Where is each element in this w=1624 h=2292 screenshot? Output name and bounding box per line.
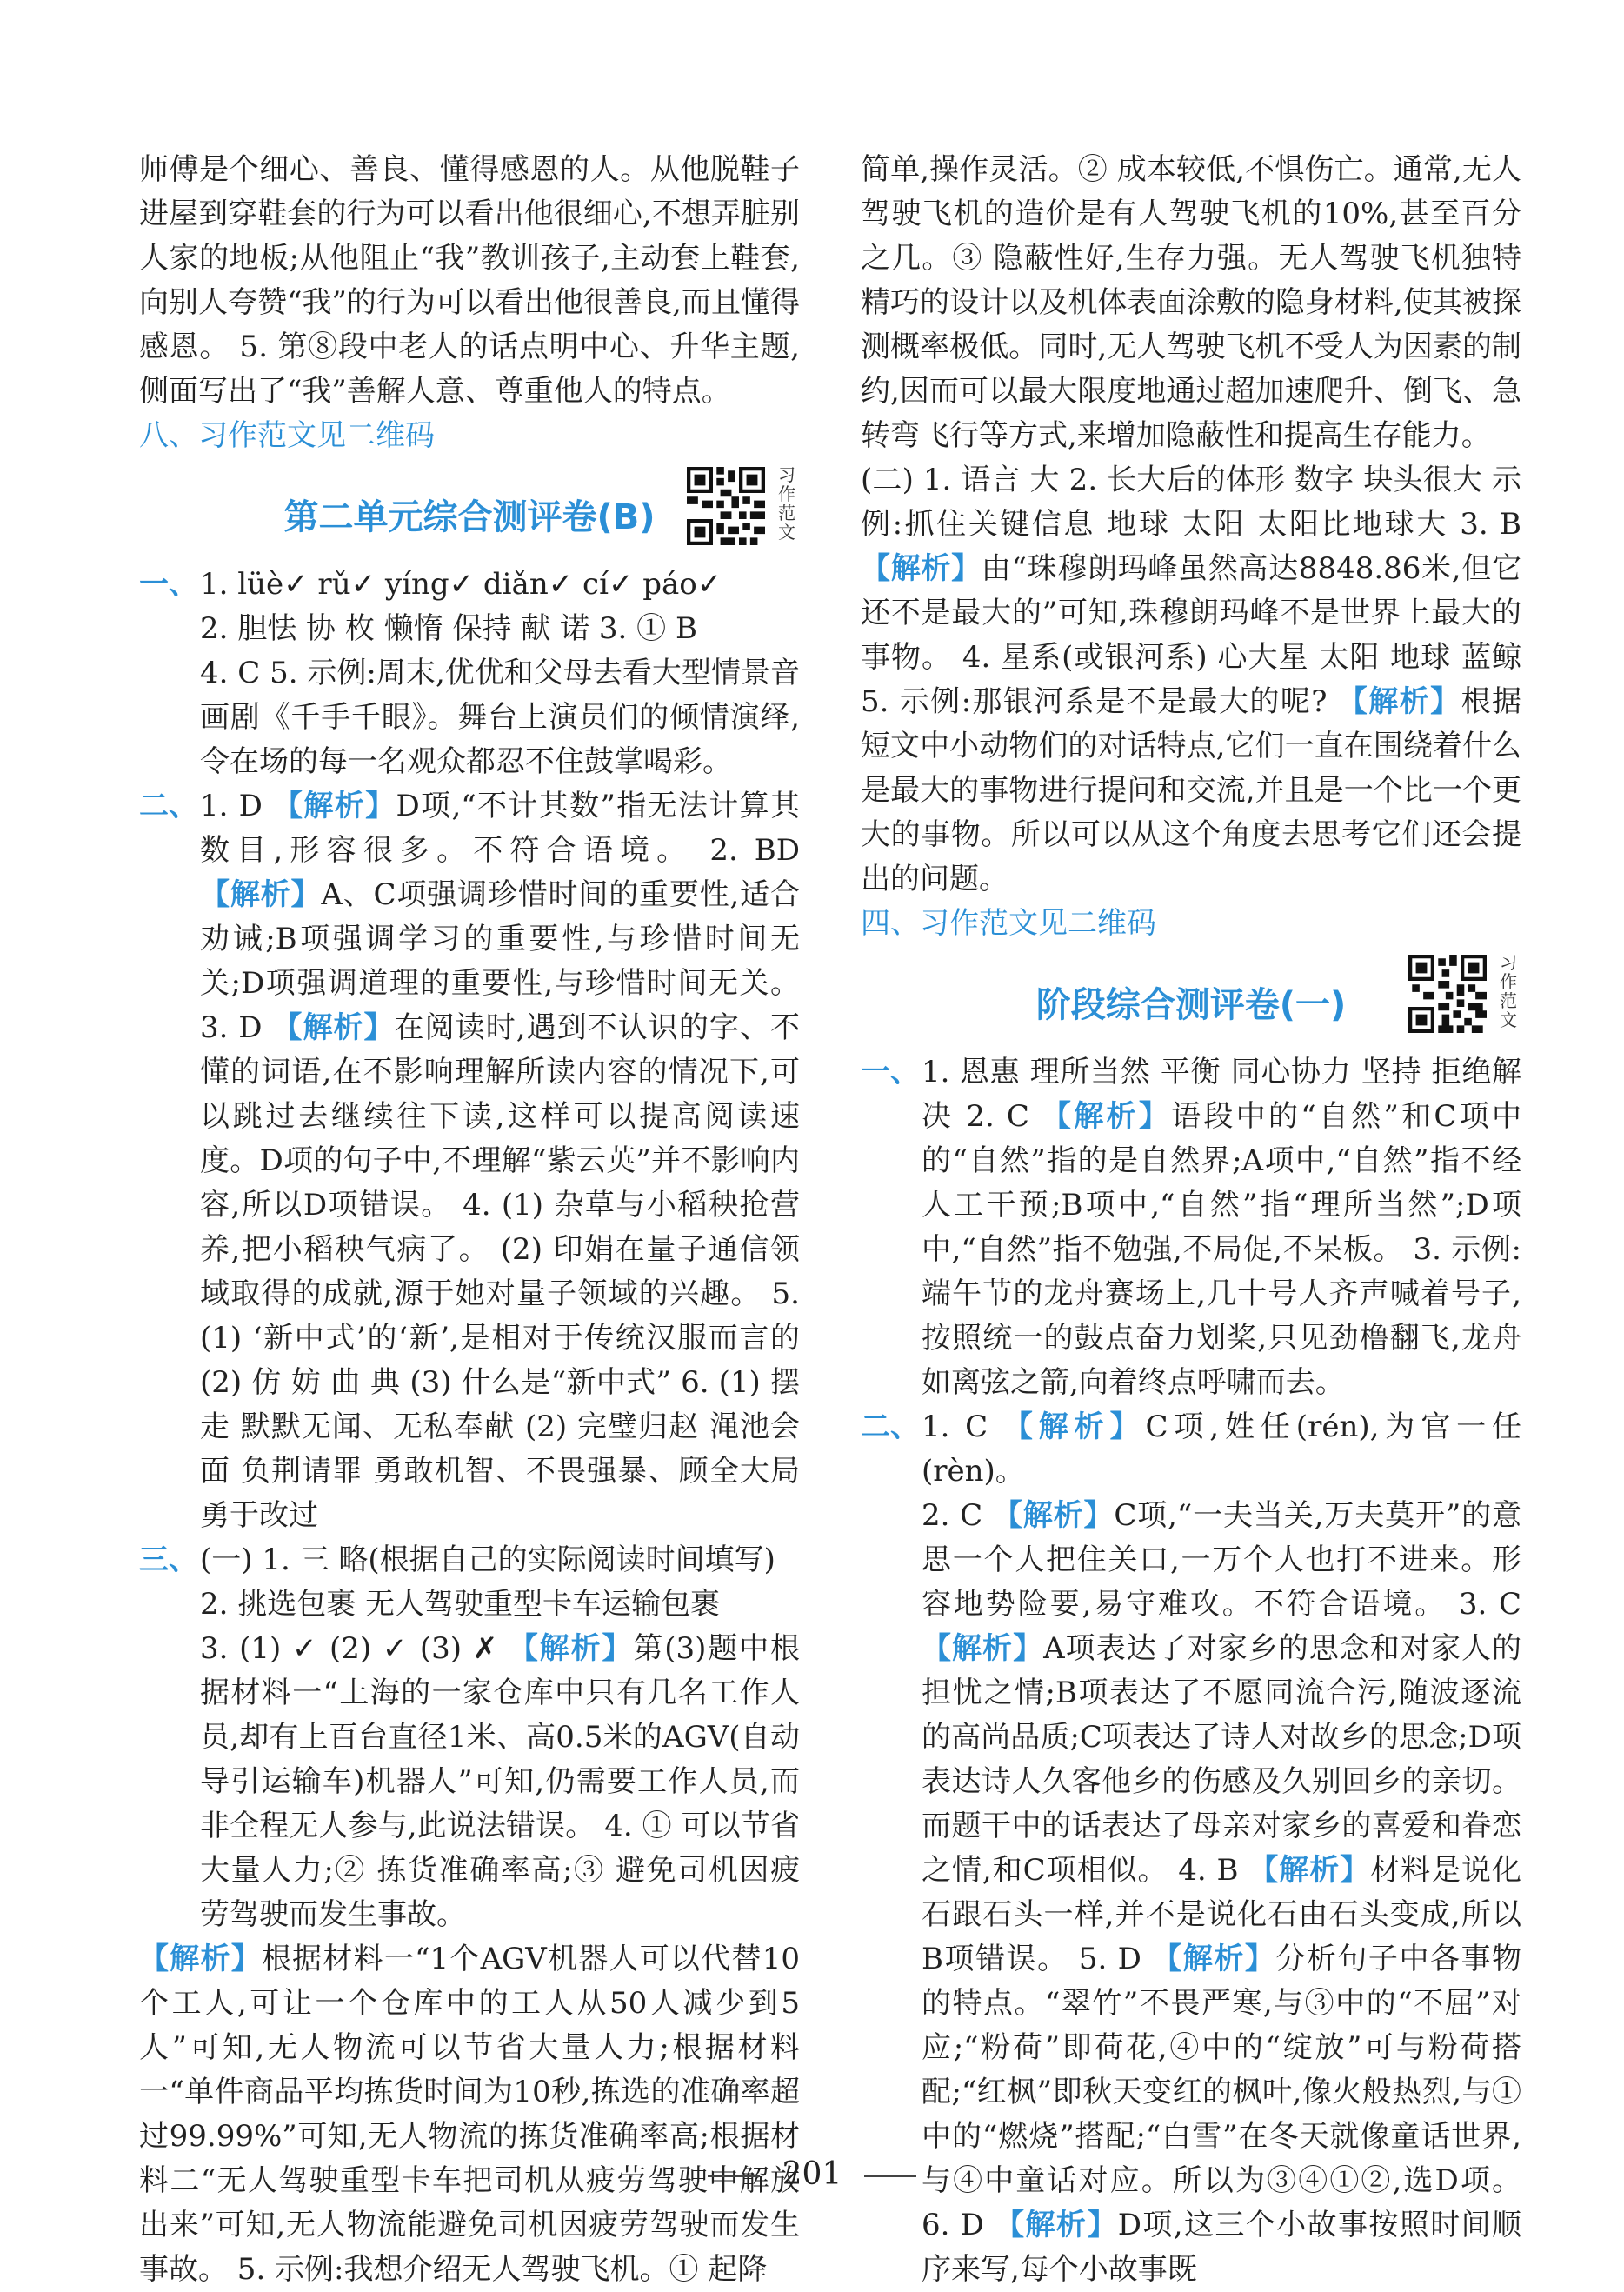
answer-section-1 <box>139 563 800 607</box>
test-title-block <box>139 463 800 559</box>
analysis-tag: 【解析】 <box>1248 1853 1371 1888</box>
answer-text: C项,姓任(rén),为官一任(rèn)。 <box>922 1409 1522 1489</box>
test-title: 第二单元综合测评卷(B) <box>283 497 656 537</box>
section-number: 二、 <box>861 1409 920 1444</box>
paragraph: 简单,操作灵活。② 成本较低,不惧伤亡。通常,无人驾驶飞机的造价是有人驾驶飞机的10%,甚至百分之几。③ 隐蔽性好,生存力强。无人驾驶飞机独特精巧的设计以及机体表面涂敷的隐身材料,使其被探测概率极低。同时,无人驾驶飞机不受人为因素的制约,因而可以最大限度地通过超加速爬升、倒飞、急转弯飞行等方式,来增加隐蔽性和提高生存能力。 <box>861 152 1521 453</box>
page-number-text: 201 <box>782 2156 842 2192</box>
test-title: 阶段综合测评卷(一) <box>1035 985 1347 1025</box>
answer-text: 根据材料一“1个AGV机器人可以代替10个工人,可让一个仓库中的工人从50人减少到5人”可知,无人物流可以节省大量人力;根据材料一“单件商品平均拣货时间为10秒,拣选的准确率超过99.99%”可知,无人物流的拣货准确率高;根据材料二“无人驾驶重型卡车把司机从疲劳驾驶中解放出来”可知,无人物流能避免司机因疲劳驾驶而发生事故。 5. 示例:我想介绍无人驾驶飞机。① 起降 <box>139 1942 800 2287</box>
page-number <box>0 2156 1624 2192</box>
answer-section-3 <box>139 1538 800 1582</box>
answer-line: 4. C 5. 示例:周末,优优和父母去看大型情景音画剧《千手千眼》。舞台上演员们的倾情演绎,令在场的每一名观众都忍不住鼓掌喝彩。 <box>200 656 800 779</box>
answer-text: 1. lüè✓ rǔ✓ yíng✓ diǎn✓ cí✓ páo✓ <box>200 567 722 602</box>
answer-text: D项,这三个小故事按照时间顺序来写,每个小故事既 <box>922 2208 1521 2287</box>
analysis-tag: 【解析】 <box>200 877 322 912</box>
answer-text: 1. 恩惠 理所当然 平衡 同心协力 坚持 拒绝解决 2. C <box>922 1055 1521 1134</box>
section-number: 二、 <box>139 789 198 823</box>
analysis-tag: 【解析】 <box>1042 1099 1172 1134</box>
qr-label: 习作范文 <box>778 464 795 543</box>
analysis-tag: 【解析】 <box>1002 1409 1146 1444</box>
answer-text: 语段中的“自然”和C项中的“自然”指的是自然界;A项中,“自然”指不经人工干预;B项中,“自然”指“理所当然”;D项中,“自然”指不勉强,不局促,不呆板。 3. 示例:端午节的龙舟赛场上,几十号人齐声喊着号子,按照统一的鼓点奋力划桨,只见劲橹翻飞,龙舟如离弦之箭,向着终点呼啸而去。 <box>922 1099 1521 1400</box>
answer-section-2 <box>139 784 800 1538</box>
answer-line <box>139 1627 800 1937</box>
analysis-tag: 【解析】 <box>1337 684 1461 719</box>
analysis-tag: 【解析】 <box>922 1631 1044 1666</box>
answer-text: 材料是说化石跟石头一样,并不是说化石由石头变成,所以B项错误。 5. D <box>922 1853 1522 1976</box>
analysis-tag: 【解析】 <box>508 1631 634 1666</box>
analysis-tag: 【解析】 <box>995 2208 1118 2242</box>
answer-line: 2. 挑选包裹 无人驾驶重型卡车运输包裹 <box>200 1587 721 1622</box>
answer-line: 2. 胆怯 协 枚 懒惰 保持 献 诺 3. ① B <box>200 611 697 646</box>
analysis-tag: 【解析】 <box>861 551 982 586</box>
divider <box>864 2175 916 2177</box>
answer-text: A、C项强调珍惜时间的重要性,适合劝诫;B项强调学习的重要性,与珍惜时间无关;D项强调道理的重要性,与珍惜时间无关。 3. D <box>200 877 801 1045</box>
divider <box>708 2175 760 2177</box>
qr-code-icon[interactable] <box>1408 955 1487 1033</box>
section-number: 三、 <box>139 1542 198 1577</box>
answer-text: 1. C <box>922 1409 1003 1444</box>
paragraph <box>861 458 1521 902</box>
answer-text: 在阅读时,遇到不认识的字、不懂的词语,在不影响理解所读内容的情况下,可以跳过去继续往下读,这样可以提高阅读速度。D项的句子中,不理解“紫云英”并不影响内容,所以D项错误。 4. (1) 杂草与小稻秧抢营养,把小稻秧气病了。 (2) 印娟在量子通信领域取得的成就,源于她对量子领域的兴趣。 5. (1) ‘新中式’的‘新’,是相对于传统汉服而言的 (2) 仿 妨 曲 典 (3) 什么是“新中式” 6. (1) 摆 走 默默无闻、无私奉献 (2) 完璧归赵 渑池会面 负荆请罪 勇敢机智、不畏强暴、顾全大局 勇于改过 <box>200 1010 800 1533</box>
analysis-tag: 【解析】 <box>139 1942 262 1976</box>
analysis-tag: 【解析】 <box>272 1010 395 1045</box>
answer-text: D项,“不计其数”指无法计算其数目,形容很多。不符合语境。 2. BD <box>200 789 800 868</box>
qr-code-icon[interactable] <box>687 467 765 545</box>
answer-text: C项,“一夫当关,万夫莫开”的意思一个人把住关口,一万个人也打不进来。形容地势险要,易守难攻。不符合语境。 3. C <box>922 1498 1521 1622</box>
section-number: 一、 <box>861 1055 920 1089</box>
answer-text: 2. C <box>922 1498 993 1533</box>
section-number: 一、 <box>139 567 198 602</box>
answer-text: 由“珠穆朗玛峰虽然高达8848.86米,但它还不是最大的”可知,珠穆朗玛峰不是世界上最大的事物。 4. 星系(或银河系) 心大星 太阳 地球 蓝鲸 5. 示例:那银河系是不是最大的呢? <box>861 551 1521 719</box>
answer-text: 根据短文中小动物们的对话特点,它们一直在围绕着什么是最大的事物进行提问和交流,并且是一个比一个更大的事物。所以可以从这个角度去思考它们还会提出的问题。 <box>861 684 1522 896</box>
paragraph: 师傅是个细心、善良、懂得感恩的人。从他脱鞋子进屋到穿鞋套的行为可以看出他很细心,不想弄脏别人家的地板;从他阻止“我”教训孩子,主动套上鞋套,向别人夸赞“我”的行为可以看出他很善良,而且懂得感恩。 5. 第⑧段中老人的话点明中心、升华主题,侧面写出了“我”善解人意、尊重他人的特点。 <box>139 152 800 409</box>
analysis-tag: 【解析】 <box>1152 1942 1276 1976</box>
answer-text: 1. D <box>200 789 274 823</box>
answer-text: 3. (1) ✓ (2) ✓ (3) ✗ <box>200 1631 509 1666</box>
answer-section-1 <box>861 1050 1521 1405</box>
right-column <box>861 148 1521 2292</box>
answer-text: 分析句子中各事物的特点。“翠竹”不畏严寒,与③中的“不屈”对应;“粉荷”即荷花,④中的“绽放”可与粉荷搭配;“红枫”即秋天变红的枫叶,像火般热烈,与①中的“燃烧”搭配;“白雪”在冬天就像童话世界,与④中童话对应。所以为③④①②,选D项。 6. D <box>922 1942 1522 2242</box>
answer-text: A项表达了对家乡的思念和对家人的担忧之情;B项表达了不愿同流合污,随波逐流的高尚品质;C项表达了诗人对故乡的思念;D项表达诗人久客他乡的伤感及久别回乡的亲切。而题干中的话表达了母亲对家乡的喜爱和眷恋之情,和C项相似。 4. B <box>922 1631 1521 1888</box>
answer-text: (二) 1. 语言 大 2. 长大后的体形 数字 块头很大 示例:抓住关键信息 地球 太阳 太阳比地球大 3. B <box>861 463 1521 542</box>
test-title-block <box>861 951 1521 1047</box>
answer-text: 第(3)题中根据材料一“上海的一家仓库中只有几名工作人员,却有上百台直径1米、高0.5米的AGV(自动导引运输车)机器人”可知,仍需要工作人员,而非全程无人参与,此说法错误。 4. ① 可以节省大量人力;② 拣货准确率高;③ 避免司机因疲劳驾驶而发生事故。 <box>200 1631 800 1932</box>
analysis-tag: 【解析】 <box>992 1498 1115 1533</box>
qr-label: 习作范文 <box>1500 952 1517 1030</box>
answer-text: (一) 1. 三 略(根据自己的实际阅读时间填写) <box>200 1542 775 1577</box>
section-heading: 八、习作范文见二维码 <box>139 418 435 453</box>
answer-line <box>139 1937 800 2292</box>
section-heading: 四、习作范文见二维码 <box>861 906 1156 941</box>
answer-section-2 <box>861 1405 1521 1494</box>
analysis-tag: 【解析】 <box>273 789 396 823</box>
left-column <box>139 148 800 2292</box>
